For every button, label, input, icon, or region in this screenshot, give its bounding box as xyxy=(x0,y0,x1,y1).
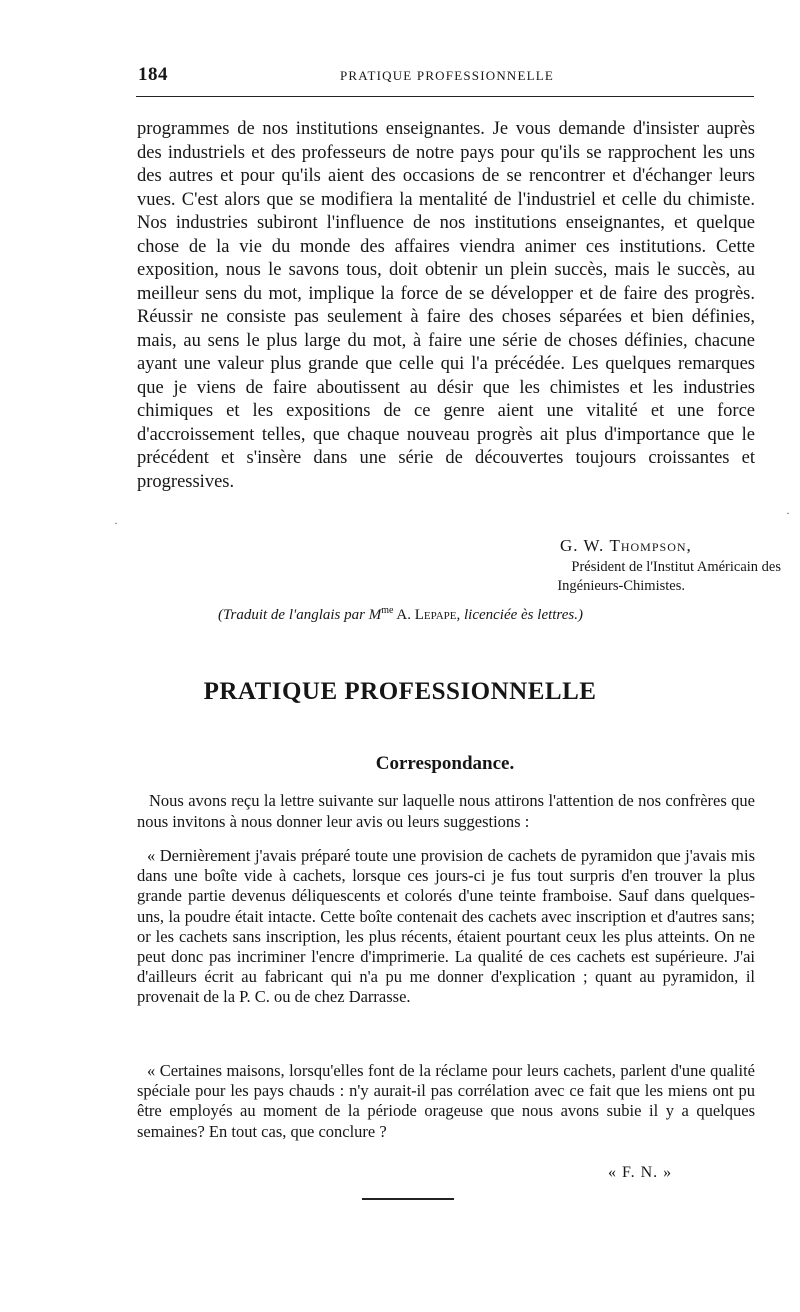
page-number: 184 xyxy=(138,64,168,85)
end-rule xyxy=(362,1198,454,1200)
header-rule xyxy=(136,96,754,97)
signature-surname: Thompson, xyxy=(609,536,692,555)
author-signature xyxy=(560,536,692,556)
author-title-line-2: Ingénieurs-Chimistes. xyxy=(557,578,685,594)
print-speck: · xyxy=(114,516,118,530)
letter-signature: « F. N. » xyxy=(608,1164,673,1181)
running-title: PRATIQUE PROFESSIONNELLE xyxy=(340,68,555,83)
translation-credit xyxy=(218,605,583,624)
translation-mme-sup: me xyxy=(381,605,394,616)
translator-name: A. Lepape, xyxy=(393,607,461,623)
section-title: PRATIQUE PROFESSIONNELLE xyxy=(203,678,597,705)
print-speck: · xyxy=(786,506,790,520)
translation-prefix: (Traduit de l'anglais par M xyxy=(218,607,382,623)
translation-suffix: licenciée ès lettres.) xyxy=(460,607,583,623)
letter-paragraph-2: « Certaines maisons, lorsqu'elles font de la réclame pour leurs cachets, parlent d'une qualité spéciale pour les pays chauds : n'y aurait-il pas corrélation avec ce fait que les miens ont pu être employés au moment de la période orageuse que nous avons subie il y a quelques semaines? En tout cas, que conclure ? xyxy=(137,1061,755,1141)
letter-paragraph-1: « Dernièrement j'avais préparé toute une provision de cachets de pyramidon que j'avais mis dans une boîte vide à cachets, lorsque ces jours-ci je fus tout surpris d'en trouver la plus grande partie devenus déliquescents et colorés d'une teinte framboise. Sauf dans quelques-uns, la poudre était intacte. Cette boîte contenait des cachets avec inscription et d'autres sans; or les cachets sans inscription, les plus récents, étaient pourtant ceux les plus atteints. On ne peut donc pas incriminer l'encre d'imprimerie. La qualité de ces cachets est supérieure. J'ai d'ailleurs écrit au fabricant qui n'a pu me donner d'explication ; quant au pyramidon, il provenait de la P. C. ou de chez Darrasse. xyxy=(137,846,755,1007)
signature-initials: G. W. xyxy=(560,536,605,555)
author-title-line-1: Président de l'Institut Américain des xyxy=(571,559,781,575)
article-closing-paragraph: programmes de nos institutions enseignantes. Je vous demande d'insister auprès des industriels et des professeurs de notre pays pour qu'ils se rapprochent les uns des autres et pour qu'ils aient des occasions de se rencontrer et d'échanger leurs vues. C'est alors que se modifiera la mentalité de l'industriel et celle du chimiste. Nos industries subiront l'influence de nos institutions enseignantes, et quelque chose de la vie du monde des affaires viendra animer ces institutions. Cette exposition, nous le savons tous, doit obtenir un plein succès, mais le succès, au meilleur sens du mot, implique la force de se développer et de faire des progrès. Réussir ne consiste pas seulement à faire des choses séparées et bien définies, mais, au sens le plus large du mot, à faire une série de choses définies, chacune ayant une valeur plus grande que celle qui l'a précédée. Les quelques remarques que je viens de faire aboutissent au désir que les chimistes et les industries chimiques et les expositions de ce genre aient une vitalité et une force d'accroissement telles, que chaque nouveau progrès ait plus d'importance que le précédent et s'insère dans une série de découvertes toujours croissantes et progressives. xyxy=(137,119,755,492)
correspondence-intro: Nous avons reçu la lettre suivante sur laquelle nous attirons l'attention de nos confrères que nous invitons à nous donner leur avis ou leurs suggestions : xyxy=(137,791,755,831)
subsection-title: Correspondance. xyxy=(375,753,515,774)
